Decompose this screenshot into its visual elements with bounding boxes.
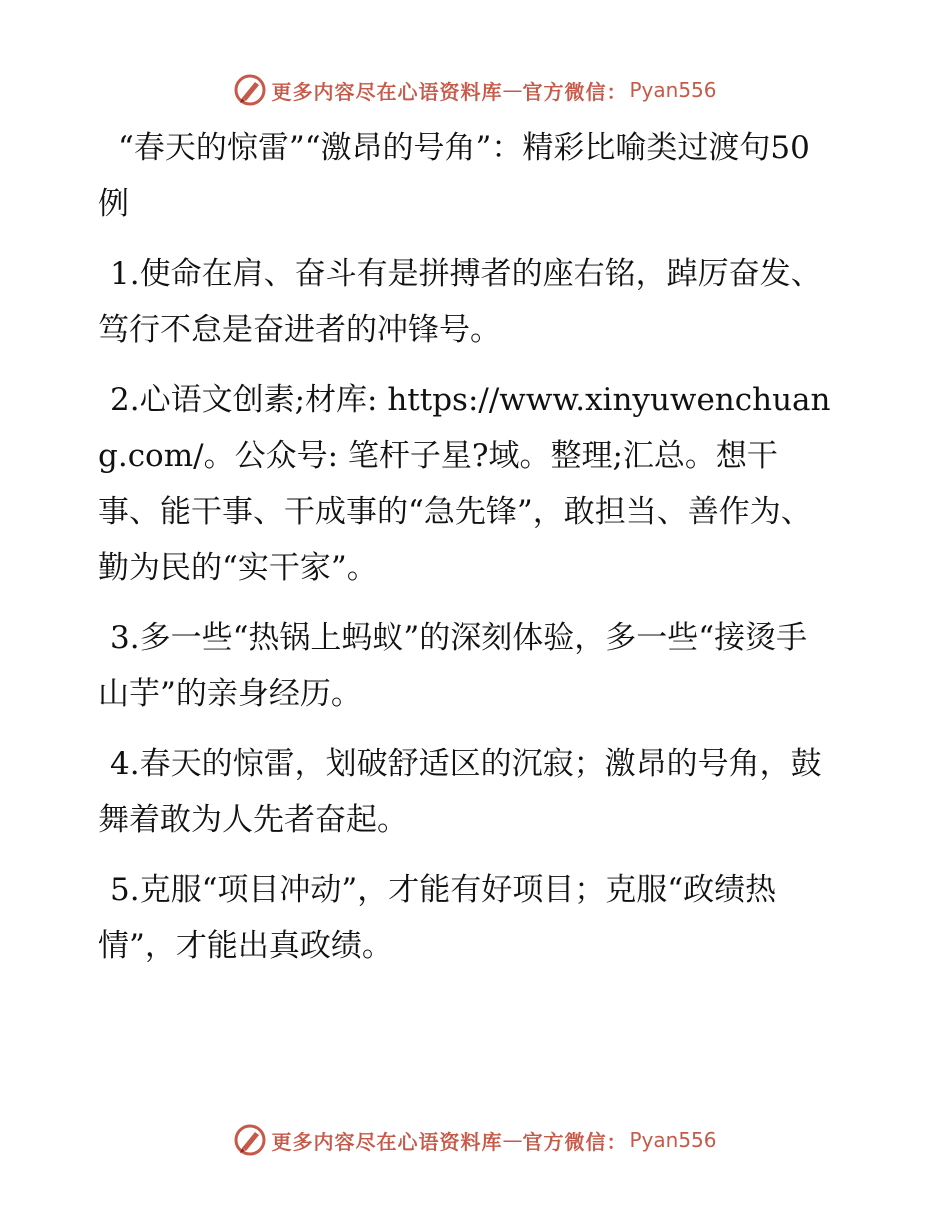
item-text: 多一些“热锅上蚂蚁”的深刻体验，多一些“接烫手山芋”的亲身经历。 [98,620,808,712]
item-number: 2. [110,382,140,418]
pen-logo-icon [233,73,267,107]
watermark-official: 官方微信： [522,79,628,104]
item-number: 1. [110,256,140,292]
watermark-site: 更多内容尽在心语资料库 [271,1129,503,1154]
watermark-dash: — [502,1128,523,1152]
item-number: 4. [110,746,140,782]
list-item [98,610,838,722]
list-item [98,736,838,848]
item-text: 心语文创素;材库: https://www.xinyuwenchuang.com/。公众号: 笔杆子星?域。整理;汇总。想干事、能干事、干成事的“急先锋”，敢担当、善作为、勤为民的“实干家”。 [98,382,831,586]
watermark-official: 官方微信： [522,1129,628,1154]
header-watermark [0,70,950,110]
document-body [98,120,838,974]
watermark-dash: — [502,78,523,102]
watermark-account: Pyan556 [629,78,717,102]
watermark-account: Pyan556 [629,1128,717,1152]
footer-watermark [0,1120,950,1160]
watermark-site: 更多内容尽在心语资料库 [271,79,503,104]
list-item [98,246,838,358]
item-number: 5. [110,872,140,908]
document-title: “春天的惊雷”“激昂的号角”：精彩比喻类过渡句50例 [98,130,810,222]
item-text: 克服“项目冲动”，才能有好项目；克服“政绩热情”，才能出真政绩。 [98,872,777,964]
item-number: 3. [110,620,140,656]
item-text: 使命在肩、奋斗有是拼搏者的座右铭，踔厉奋发、笃行不怠是奋进者的冲锋号。 [98,256,822,348]
list-item [98,862,838,974]
item-text: 春天的惊雷，划破舒适区的沉寂；激昂的号角，鼓舞着敢为人先者奋起。 [98,746,822,838]
list-item [98,372,838,596]
pen-logo-icon [233,1123,267,1157]
